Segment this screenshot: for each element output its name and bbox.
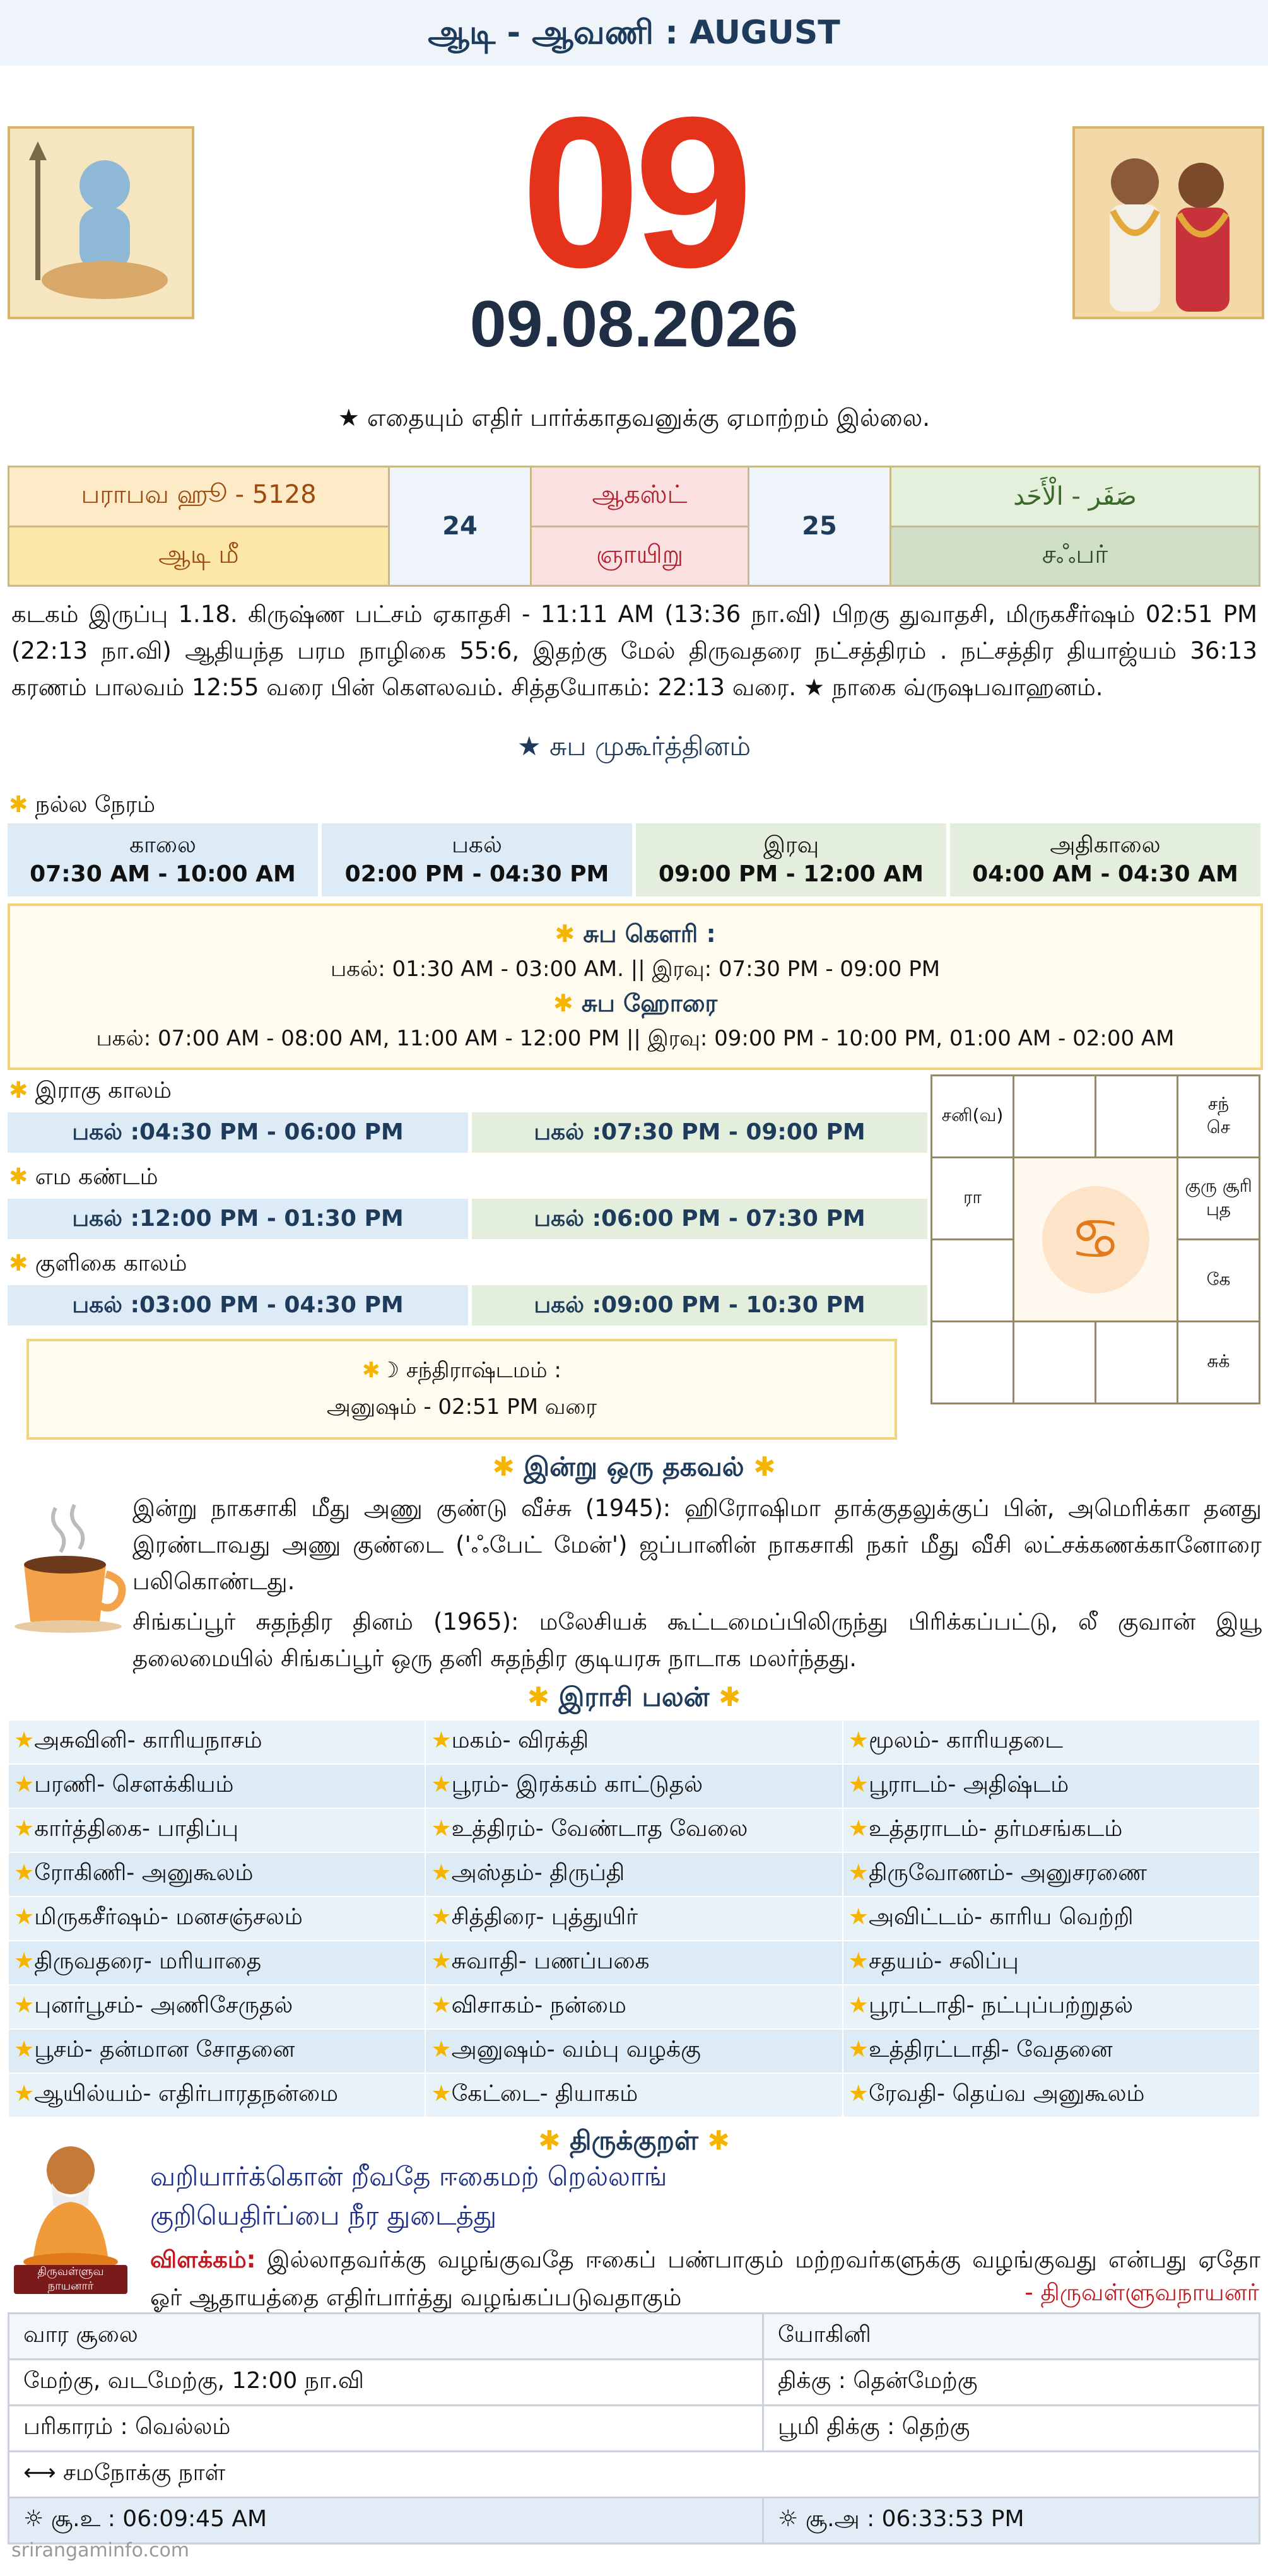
chart-cell: ரா [932,1158,1014,1240]
chart-cell [1096,1076,1178,1158]
star-icon: ★ [14,1992,35,2018]
rasi-palan-text: புனர்பூசம்- அணிசேருதல் [34,1992,293,2018]
rasi-palan-cell [425,1808,842,1852]
rasi-palan-cell [8,1941,425,1985]
samanokku: ⟷ சமநோக்கு நாள் [9,2452,1260,2498]
star-icon: ★ [431,1992,452,2018]
month-english: ஆகஸ்ட் [531,467,749,527]
rasi-palan-text: கேட்டை- தியாகம் [451,2081,638,2107]
star-icon: ★ [848,1816,869,1842]
star-icon: ★ [14,1904,35,1930]
rasi-palan-cell [843,1897,1260,1941]
star-icon: ★ [431,2081,452,2107]
thiruvalluvar-caption: திருவள்ளுவ நாயனார் [14,2265,127,2294]
rasi-palan-text: பூராடம்- அதிஷ்டம் [868,1772,1069,1797]
nalla-neram-slot [950,823,1260,897]
rasi-palan-text: சித்திரை- புத்துயிர் [451,1904,638,1930]
weekday: ஞாயிறு [531,526,749,586]
kaalam-label [9,1250,187,1279]
rasi-palan-text: ஆயில்யம்- எதிர்பாரதநன்மை [34,2081,338,2107]
star-icon: ✱ [9,1078,28,1103]
rasi-palan-table [8,1719,1260,2118]
rasi-chart [930,1074,1260,1404]
chart-cell: கே [1178,1240,1260,1322]
rasi-palan-text: மகம்- விரக்தி [451,1727,589,1753]
rasi-palan-text: அசுவினி- காரியநாசம் [34,1727,262,1753]
star-icon: ✱ [753,1451,776,1482]
rasi-palan-cell [425,2073,842,2117]
rasi-palan-title-text: இராசி பலன் [558,1681,710,1712]
rasi-palan-cell [8,2073,425,2117]
star-icon: ★ [14,1816,35,1842]
chart-center [1014,1158,1178,1322]
kaalam-left: பகல் :12:00 PM - 01:30 PM [8,1199,468,1239]
rasi-palan-cell [8,1764,425,1808]
dikku: திக்கு : தென்மேற்கு [763,2360,1260,2406]
rasi-palan-text: பரணி- சௌக்கியம் [34,1772,234,1797]
info-title [0,1451,1268,1486]
nalla-neram-slots [8,823,1260,897]
chart-cell: சுக் [1178,1322,1260,1404]
direction: மேற்கு, வடமேற்கு, 12:00 நா.வி [9,2360,763,2406]
star-icon: ★ [431,1860,452,1886]
rasi-palan-text: மிருகசீர்ஷம்- மனசஞ்சலம் [34,1904,303,1930]
slot-time: 09:00 PM - 12:00 AM [658,861,924,887]
tamil-month: ஆடி மீ [9,526,389,586]
chandrashtamam-value: அனுஷம் - 02:51 PM வரை [326,1394,597,1420]
kaalam-left: பகல் :03:00 PM - 04:30 PM [8,1285,468,1326]
star-icon: ★ [848,1727,869,1753]
rasi-palan-cell [8,1808,425,1852]
chandrashtamam-box [26,1339,897,1440]
rasi-palan-text: திருவோணம்- அனுசரணை [868,1860,1148,1886]
month-header-english: AUGUST [690,14,840,52]
sunrise: ☼ சூ.உ : 06:09:45 AM [9,2498,763,2544]
gowri-box [8,903,1263,1070]
star-icon: ✱ [9,1164,28,1190]
star-icon: ✱ [555,920,575,948]
rasi-palan-text: சுவாதி- பணப்பகை [451,1948,650,1974]
kural-author: - திருவள்ளுவநாயனர் [1024,2279,1259,2306]
panchang-text: கடகம் இருப்பு 1.18. கிருஷ்ண பட்சம் ஏகாதசி - 11:11 AM (13:36 நா.வி) பிறகு துவாதசி, மிருகசீர்ஷம் 02:51 PM (22:13 நா.வி) ஆதியந்த பரம நாழிகை 55:6, இதற்கு மேல் திருவதரை நட்சத்திரம் . நட்சத்திர தியாஜ்யம் 36:13 கரணம் பாலவம் 12:55 வரை பின் கௌலவம். சித்தயோகம்: 22:13 வரை. ★ நாகை வ்ருஷபவாஹனம். [11,601,1257,701]
explain-text: இல்லாதவர்க்கு வழங்குவதே ஈகைப் பண்பாகும் மற்றவர்களுக்கு வழங்குவது என்பது ஏதோ ஓர் ஆதாயத்தை எதிர்பார்த்து வழங்கப்படுவதாகும் [150,2246,1260,2311]
rasi-palan-cell [425,1852,842,1897]
kaalam-right: பகல் :09:00 PM - 10:30 PM [472,1285,927,1326]
site-name: srirangaminfo.com [11,2539,190,2561]
info-title-text: இன்று ஒரு தகவல் [524,1451,744,1482]
kaalam-label [9,1078,172,1107]
rasi-palan-text: ரோகிணி- அனுகூலம் [34,1860,254,1886]
hora-title: சுப ஹோரை [581,989,718,1017]
explain-label: விளக்கம்: [150,2246,256,2273]
chart-cell: சனி(வ) [932,1076,1014,1158]
rasi-palan-cell [8,1897,425,1941]
rasi-palan-text: திருவதரை- மரியாதை [34,1948,262,1974]
gowri-line: பகல்: 01:30 AM - 03:00 AM. || இரவு: 07:30 PM - 09:00 PM [330,956,941,982]
chandrashtamam-title: ☽ சந்திராஷ்டமம் : [380,1358,561,1383]
slot-name: காலை [129,832,196,858]
rasi-palan-cell [425,1941,842,1985]
yogini: யோகினி [763,2314,1260,2360]
table-row [8,2029,1260,2073]
chart-cell [1014,1322,1096,1404]
big-day: 09 [520,73,748,312]
cancer-symbol-icon: ♋ [1042,1186,1149,1293]
tamil-date: 24 [389,467,531,586]
table-row [8,1985,1260,2029]
kural-title [0,2125,1268,2160]
rasi-palan-text: மூலம்- காரியதடை [868,1727,1063,1753]
kaalam-left: பகல் :04:30 PM - 06:00 PM [8,1112,468,1153]
star-icon: ✱ [9,1250,28,1276]
kural-line2: குறியெதிர்ப்பை நீர துடைத்து [150,2200,497,2231]
rasi-palan-cell [8,1720,425,1764]
star-icon: ★ [848,2037,869,2062]
kaalam-label-text: குளிகை காலம் [35,1250,187,1276]
star-icon: ✱ [538,2125,561,2156]
star-icon: ★ [848,1992,869,2018]
star-icon: ✱ [553,989,573,1017]
rasi-palan-text: பூரம்- இரக்கம் காட்டுதல் [451,1772,703,1797]
chart-cell: சந் செ [1178,1076,1260,1158]
bottom-table [8,2312,1260,2544]
slot-name: பகல் [452,832,502,858]
rasi-palan-cell [843,1764,1260,1808]
rasi-palan-cell [425,2029,842,2073]
proverb: ★ எதையும் எதிர் பார்க்காதவனுக்கு ஏமாற்றம் இல்லை. [338,404,930,432]
star-icon: ★ [848,1772,869,1797]
islamic-month-tamil: சஃபர் [891,526,1260,586]
hora-line: பகல்: 07:00 AM - 08:00 AM, 11:00 AM - 12:00 PM || இரவு: 09:00 PM - 10:00 PM, 01:00 AM - 02:00 AM [96,1026,1175,1051]
full-date: 09.08.2026 [469,288,799,361]
star-icon: ★ [14,2081,35,2107]
slot-time: 04:00 AM - 04:30 AM [972,861,1238,887]
month-header-tamil: ஆடி - ஆவணி : [428,14,690,52]
bhoomi-dikku: பூமி திக்கு : தெற்கு [763,2406,1260,2452]
rasi-palan-text: அனுஷம்- வம்பு வழக்கு [451,2037,701,2062]
rasi-palan-cell [425,1720,842,1764]
rasi-palan-cell [843,1985,1260,2029]
star-icon: ★ [848,1904,869,1930]
kaalam-right: பகல் :06:00 PM - 07:30 PM [472,1199,927,1239]
month-header [0,0,1268,66]
slot-time: 07:30 AM - 10:00 AM [30,861,296,887]
thiruvalluvar-image [14,2136,127,2293]
rasi-palan-cell [425,1764,842,1808]
vaara-soolai: வார சூலை [9,2314,763,2360]
calendar-strip [8,466,1260,587]
star-icon: ✱ [527,1681,549,1712]
star-icon: ★ [431,1904,452,1930]
rasi-palan-cell [8,2029,425,2073]
slot-time: 02:00 PM - 04:30 PM [344,861,609,887]
rasi-palan-text: உத்தராடம்- தர்மசங்கடம் [868,1816,1123,1842]
star-icon: ★ [848,1860,869,1886]
star-icon: ✱ [362,1358,380,1383]
rasi-palan-text: ரேவதி- தெய்வ அனுகூலம் [868,2081,1145,2107]
nalla-neram-label [9,792,155,821]
nalla-neram-slot [322,823,632,897]
rasi-palan-text: அஸ்தம்- திருப்தி [451,1860,625,1886]
star-icon: ✱ [492,1451,515,1482]
gowri-title: சுப கௌரி : [583,920,716,948]
kaalam-label-text: இராகு காலம் [35,1078,172,1103]
chart-cell [932,1240,1014,1322]
star-icon: ★ [431,1727,452,1753]
rasi-palan-text: உத்திரட்டாதி- வேதனை [868,2037,1113,2062]
islamic-month-arabic: صَفَر - الْأَحَد [891,467,1260,527]
star-icon: ★ [14,2037,35,2062]
star-icon: ★ [14,1948,35,1974]
star-icon: ★ [848,2081,869,2107]
info-paragraphs [132,1490,1262,1677]
star-icon: ✱ [707,2125,730,2156]
table-row [8,1720,1260,1764]
parikaram: பரிகாரம் : வெல்லம் [9,2406,763,2452]
chart-cell [932,1322,1014,1404]
table-row [8,1941,1260,1985]
kaalam-label-text: எம கண்டம் [35,1164,158,1190]
rasi-palan-cell [843,1720,1260,1764]
chart-cell [1014,1076,1096,1158]
chart-cell [1096,1322,1178,1404]
rasi-palan-cell [843,1941,1260,1985]
table-row [8,2073,1260,2117]
table-row [8,1852,1260,1897]
rasi-palan-cell [425,1985,842,2029]
kaalam-right: பகல் :07:30 PM - 09:00 PM [472,1112,927,1153]
rasi-palan-text: சதயம்- சலிப்பு [868,1948,1019,1974]
info-p2: சிங்கப்பூர் சுதந்திர தினம் (1965): மலேசியக் கூட்டமைப்பிலிருந்து பிரிக்கப்பட்டு, லீ குவான் இயூ தலைமையில் சிங்கப்பூர் ஒரு தனி சுதந்திர குடியரசு நாடாக மலர்ந்தது. [132,1608,1262,1672]
rasi-palan-title [0,1681,1268,1716]
rasi-palan-cell [843,2073,1260,2117]
coffee-cup-icon [11,1495,131,1634]
star-icon: ★ [14,1772,35,1797]
nalla-neram-text: நல்ல நேரம் [35,792,156,818]
kural-line1: வறியார்க்கொன் றீவதே ஈகைமற் றெல்லாங் [150,2161,667,2192]
rasi-palan-text: அவிட்டம்- காரிய வெற்றி [868,1904,1134,1930]
nalla-neram-slot [8,823,318,897]
star-icon: ★ [14,1727,35,1753]
table-row [8,1764,1260,1808]
star-icon: ✱ [719,1681,741,1712]
rasi-palan-text: விசாகம்- நன்மை [451,1992,626,2018]
table-row [8,1897,1260,1941]
info-p1: இன்று நாகசாகி மீது அணு குண்டு வீச்சு (1945): ஹிரோஷிமா தாக்குதலுக்குப் பின், அமெரிக்கா தனது இரண்டாவது அணு குண்டை ('ஃபேட் மேன்') ஜப்பானின் நாகசாகி நகர் மீது வீசி லட்சக்கணக்கானோரை பலிகொண்டது. [132,1495,1262,1595]
kaalam-label [9,1164,158,1193]
star-icon: ★ [14,1860,35,1886]
table-row [8,1808,1260,1852]
rasi-palan-cell [843,1808,1260,1852]
rasi-palan-cell [8,1852,425,1897]
rasi-palan-cell [843,2029,1260,2073]
rasi-palan-text: பூரட்டாதி- நட்புப்பற்றுதல் [868,1992,1134,2018]
slot-name: அதிகாலை [1050,832,1161,858]
rasi-palan-cell [425,1897,842,1941]
islamic-date: 25 [749,467,891,586]
rasi-palan-text: கார்த்திகை- பாதிப்பு [34,1816,239,1842]
slot-name: இரவு [763,832,819,858]
sunset: ☼ சூ.அ : 06:33:53 PM [763,2498,1260,2544]
star-icon: ★ [431,1816,452,1842]
star-icon: ★ [431,2037,452,2062]
star-icon: ✱ [9,792,28,818]
kural-title-text: திருக்குறள் [570,2125,698,2156]
chart-cell: குரு சூரி புத [1178,1158,1260,1240]
rasi-palan-cell [843,1852,1260,1897]
nalla-neram-slot [636,823,946,897]
star-icon: ★ [431,1772,452,1797]
rasi-palan-text: பூசம்- தன்மான சோதனை [34,2037,295,2062]
tamil-year: பராபவ ஹூ - 5128 [9,467,389,527]
rasi-palan-cell [8,1985,425,2029]
rasi-palan-text: உத்திரம்- வேண்டாத வேலை [451,1816,748,1842]
subha-muhurtham: ★ சுப முகூர்த்தினம் [517,731,751,762]
star-icon: ★ [848,1948,869,1974]
star-icon: ★ [431,1948,452,1974]
